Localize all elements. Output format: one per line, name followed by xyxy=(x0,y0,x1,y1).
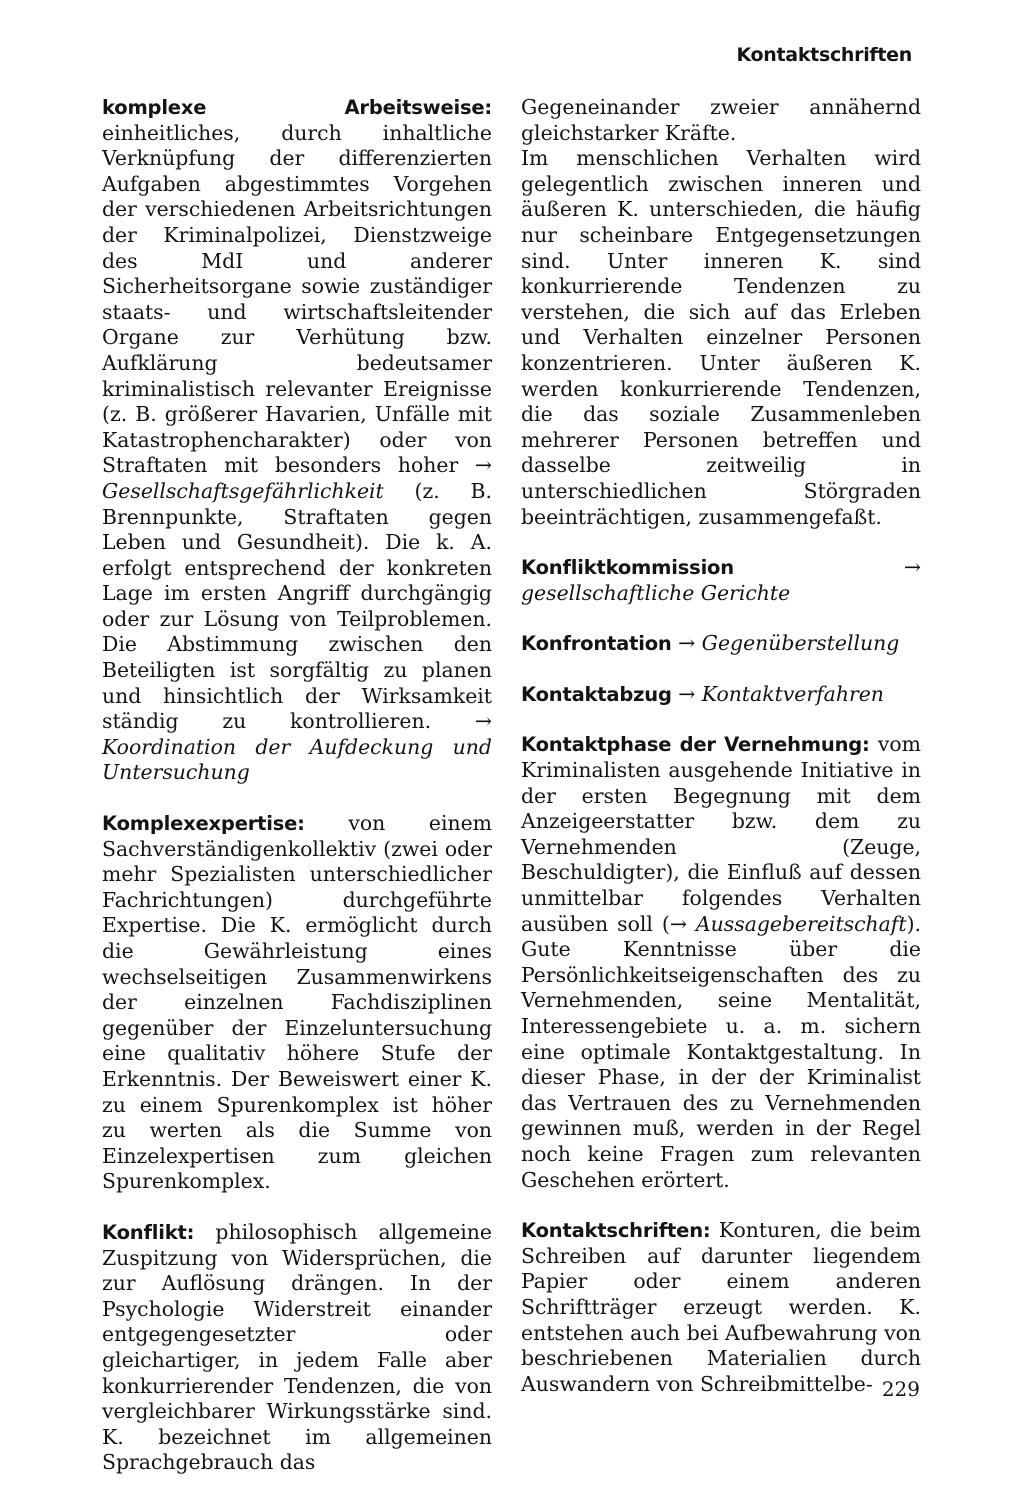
entry-komplexexpertise xyxy=(102,811,492,1195)
right-column xyxy=(521,95,921,1422)
arrow: → xyxy=(671,681,702,706)
definition: vom Kriminalisten ausgehende Initiative in der ersten Begegnung mit dem Anzeigeerstatter bzw. dem zu Vernehmenden (Zeuge, Beschuldigter), die Einfluß auf dessen unmittelbar folgendes Verhalten ausüben soll (→ xyxy=(521,732,921,936)
paragraph: Gegeneinander zweier annähernd gleichstarker Kräfte. xyxy=(521,95,921,145)
running-header: Kontaktschriften xyxy=(736,44,912,66)
headword: Komplexexpertise: xyxy=(102,812,305,836)
page-number: 229 xyxy=(881,1377,920,1401)
paragraph: Im menschlichen Verhalten wird gelegentlich zwischen inneren und äußeren K. unterschieden, die häufig nur scheinbare Entgegensetzungen sind. Unter inneren K. sind konkurrierende Tendenzen zu verstehen, die sich auf das Erleben und Verhalten einzelner Personen konzentrieren. Unter äußeren K. werden konkurrierende Tendenzen, die das soziale Zusammenleben mehrerer Personen betreffen und dasselbe zeitweilig in unterschiedlichen Störgraden beeinträchtigen, zusammengefaßt. xyxy=(521,146,921,529)
arrow: → xyxy=(733,555,921,580)
definition: philosophisch allgemeine Zuspitzung von Widersprüchen, die zur Auflösung drängen. In der Psychologie Widerstreit einander entgegengesetzter oder gleichartiger, in jedem Falle aber konkurrierender Tendenzen, die von vergleichbarer Wirkungsstärke sind. K. bezeichnet im allgemeinen Sprachgebrauch das xyxy=(102,1219,492,1475)
entry-text xyxy=(521,555,921,606)
definition-cont: (z. B. Brennpunkte, Straftaten gegen Leben und Gesundheit). Die k. A. erfolgt entsprechend der konkreten Lage im ersten Angriff durchgängig oder zur Lösung von Teilproblemen. Die Abstimmung zwischen den Beteiligten ist sorgfältig zu planen und hinsichtlich der Wirksamkeit ständig zu kontrollieren. → xyxy=(102,478,492,734)
headword: Kontaktschriften: xyxy=(521,1219,711,1243)
entry-text xyxy=(521,1218,921,1397)
cross-reference: gesellschaftliche Gerichte xyxy=(521,580,791,605)
entry-komplexe-arbeitsweise xyxy=(102,95,492,786)
entry-konflikt-continued xyxy=(521,95,921,530)
cross-reference: Aussagebereitschaft xyxy=(695,911,907,936)
entry-konfliktkommission xyxy=(521,555,921,606)
entry-kontaktphase xyxy=(521,732,921,1193)
entry-text xyxy=(521,732,921,1193)
entry-text xyxy=(102,1220,492,1476)
definition-cont: ). Gute Kenntnisse über die Persönlichkeitseigenschaften des zu Vernehmenden, seine Mentalität, Interessengebiete u. a. m. sichern eine optimale Kontaktgestaltung. In dieser Phase, in der der Kriminalist das Vertrauen des zu Vernehmenden gewinnen muß, werden in der Regel noch keine Fragen zum relevanten Geschehen erörtert. xyxy=(521,911,921,1192)
entry-kontaktabzug xyxy=(521,682,921,708)
arrow: → xyxy=(671,631,702,656)
cross-reference: Koordination der Aufdeckung und Untersuchung xyxy=(102,734,492,785)
entry-text xyxy=(521,682,921,708)
cross-reference: Gegenüberstellung xyxy=(701,631,900,656)
entry-text xyxy=(102,95,492,786)
headword: Konflikt: xyxy=(102,1220,195,1244)
entry-konflikt xyxy=(102,1220,492,1476)
cross-reference: Kontaktverfahren xyxy=(701,681,884,706)
entry-kontaktschriften xyxy=(521,1218,921,1397)
definition: einheitliches, durch inhaltliche Verknüpfung der differenzierten Aufgaben abgestimmtes Vorgehen der verschiedenen Arbeitsrichtungen der Kriminalpolizei, Dienstzweige des MdI und anderer Sicherheitsorgane sowie zuständiger staats- und wirtschaftsleitender Organe zur Verhütung bzw. Aufklärung bedeutsamer kriminalistisch relevanter Ereignisse (z. B. größerer Havarien, Unfälle mit Katastrophencharakter) oder von Straftaten mit besonders hoher → xyxy=(102,120,492,478)
headword: komplexe Arbeitsweise: xyxy=(102,96,492,119)
headword: Konfrontation xyxy=(521,632,672,656)
definition: Konturen, die beim Schreiben auf darunter liegendem Papier oder einem anderen Schriftträger erzeugt werden. K. entstehen auch bei Aufbewahrung von beschriebenen Materialien durch Auswandern von Schreibmittelbe- xyxy=(521,1218,921,1396)
definition: von einem Sachverständigenkollektiv (zwei oder mehr Spezialisten unterschiedlicher Fachrichtungen) durchgeführte Expertise. Die K. ermöglicht durch die Gewährleistung eines wechselseitigen Zusammenwirkens der einzelnen Fachdisziplinen gegenüber der Einzeluntersuchung eine qualitativ höhere Stufe der Erkenntnis. Der Beweiswert einer K. zu einem Spurenkomplex ist höher zu werten als die Summe von Einzelexpertisen zum gleichen Spurenkomplex. xyxy=(102,811,492,1194)
headword: Kontaktabzug xyxy=(521,682,672,706)
cross-reference: Gesellschaftsgefährlichkeit xyxy=(102,478,384,503)
left-column xyxy=(102,95,492,1501)
headword: Kontaktphase der Vernehmung: xyxy=(521,733,870,757)
entry-konfrontation xyxy=(521,631,921,657)
entry-text xyxy=(521,631,921,657)
headword: Konfliktkommission xyxy=(521,556,734,580)
entry-text xyxy=(102,811,492,1195)
